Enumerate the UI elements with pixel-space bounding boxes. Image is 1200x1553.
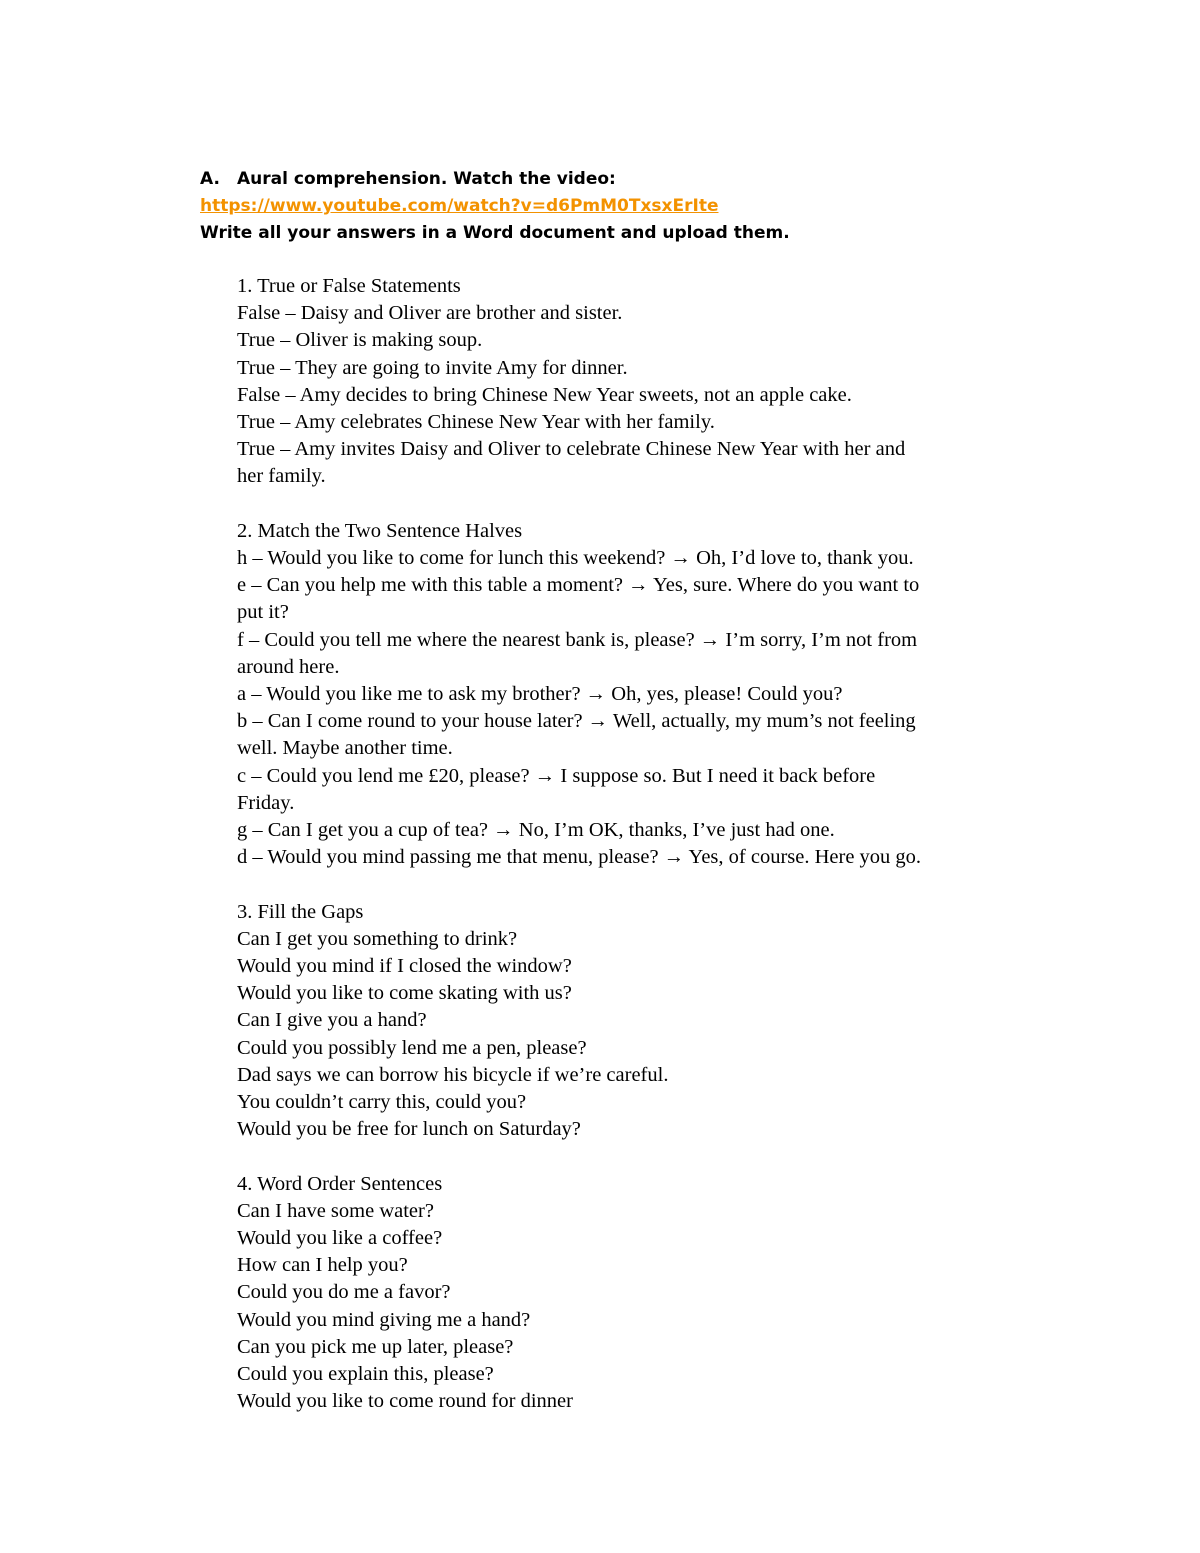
spacer — [237, 1143, 1057, 1170]
answers-content — [237, 273, 1057, 1415]
answer-line: her family. — [237, 465, 326, 488]
answer-line: Would you be free for lunch on Saturday? — [237, 1118, 581, 1141]
answer-line: True – Amy invites Daisy and Oliver to celebrate Chinese New Year with her and — [237, 438, 906, 461]
answer-line: Would you like a coffee? — [237, 1227, 443, 1250]
part-title: 2. Match the Two Sentence Halves — [237, 519, 523, 542]
answer-line: True – Amy celebrates Chinese New Year with her family. — [237, 411, 715, 434]
answer-line: Would you mind if I closed the window? — [237, 955, 572, 978]
answer-line: b – Can I come round to your house later? → Well, actually, my mum’s not feeling — [237, 710, 916, 733]
answer-line: Can I give you a hand? — [237, 1009, 427, 1032]
instruction-text: Write all your answers in a Word document and upload them. — [200, 223, 790, 243]
part-title: 4. Word Order Sentences — [237, 1172, 443, 1195]
part-title: 1. True or False Statements — [237, 275, 461, 297]
section-heading: Aural comprehension. Watch the video: — [237, 169, 616, 189]
answer-line: h – Would you like to come for lunch this weekend? → Oh, I’d love to, thank you. — [237, 547, 914, 570]
video-link-line — [200, 193, 1100, 220]
answer-line: Can I have some water? — [237, 1199, 434, 1222]
answer-line: False – Daisy and Oliver are brother and sister. — [237, 302, 623, 325]
answer-line: Could you explain this, please? — [237, 1363, 494, 1386]
answer-line: Can you pick me up later, please? — [237, 1335, 514, 1358]
answer-line: d – Would you mind passing me that menu, please? → Yes, of course. Here you go. — [237, 846, 922, 869]
spacer — [237, 871, 1057, 898]
answer-line: put it? — [237, 601, 289, 624]
answer-line: g – Can I get you a cup of tea? → No, I’m OK, thanks, I’ve just had one. — [237, 819, 835, 842]
answer-line: e – Can you help me with this table a moment? → Yes, sure. Where do you want to — [237, 574, 920, 597]
answer-line: Can I get you something to drink? — [237, 927, 518, 950]
answer-line: Would you like to come round for dinner — [237, 1390, 573, 1413]
section-header — [200, 166, 1100, 247]
answer-line: Would you mind giving me a hand? — [237, 1308, 531, 1331]
answer-line: c – Could you lend me £20, please? → I suppose so. But I need it back before — [237, 764, 876, 787]
section-heading-line — [200, 166, 1100, 193]
spacer — [237, 491, 1057, 518]
answer-line: Could you do me a favor? — [237, 1281, 451, 1304]
part-title: 3. Fill the Gaps — [237, 900, 364, 923]
answer-line: How can I help you? — [237, 1254, 408, 1277]
section-marker: A. — [200, 169, 220, 189]
answer-line: Dad says we can borrow his bicycle if we’re careful. — [237, 1063, 669, 1086]
answer-line: Would you like to come skating with us? — [237, 982, 572, 1005]
answer-line: True – Oliver is making soup. — [237, 329, 483, 352]
video-link[interactable]: https://www.youtube.com/watch?v=d6PmM0TxsxErIte — [200, 196, 719, 216]
answer-line: Could you possibly lend me a pen, please? — [237, 1036, 587, 1059]
answer-line: well. Maybe another time. — [237, 737, 453, 760]
answer-line: Friday. — [237, 791, 295, 814]
answer-line: True – They are going to invite Amy for dinner. — [237, 356, 628, 379]
instruction-line — [200, 220, 1100, 247]
answer-line: False – Amy decides to bring Chinese New Year sweets, not an apple cake. — [237, 383, 852, 406]
answer-line: f – Could you tell me where the nearest bank is, please? → I’m sorry, I’m not from — [237, 628, 918, 651]
answer-line: around here. — [237, 655, 340, 678]
answer-line: a – Would you like me to ask my brother? → Oh, yes, please! Could you? — [237, 683, 843, 706]
answer-line: You couldn’t carry this, could you? — [237, 1091, 527, 1114]
